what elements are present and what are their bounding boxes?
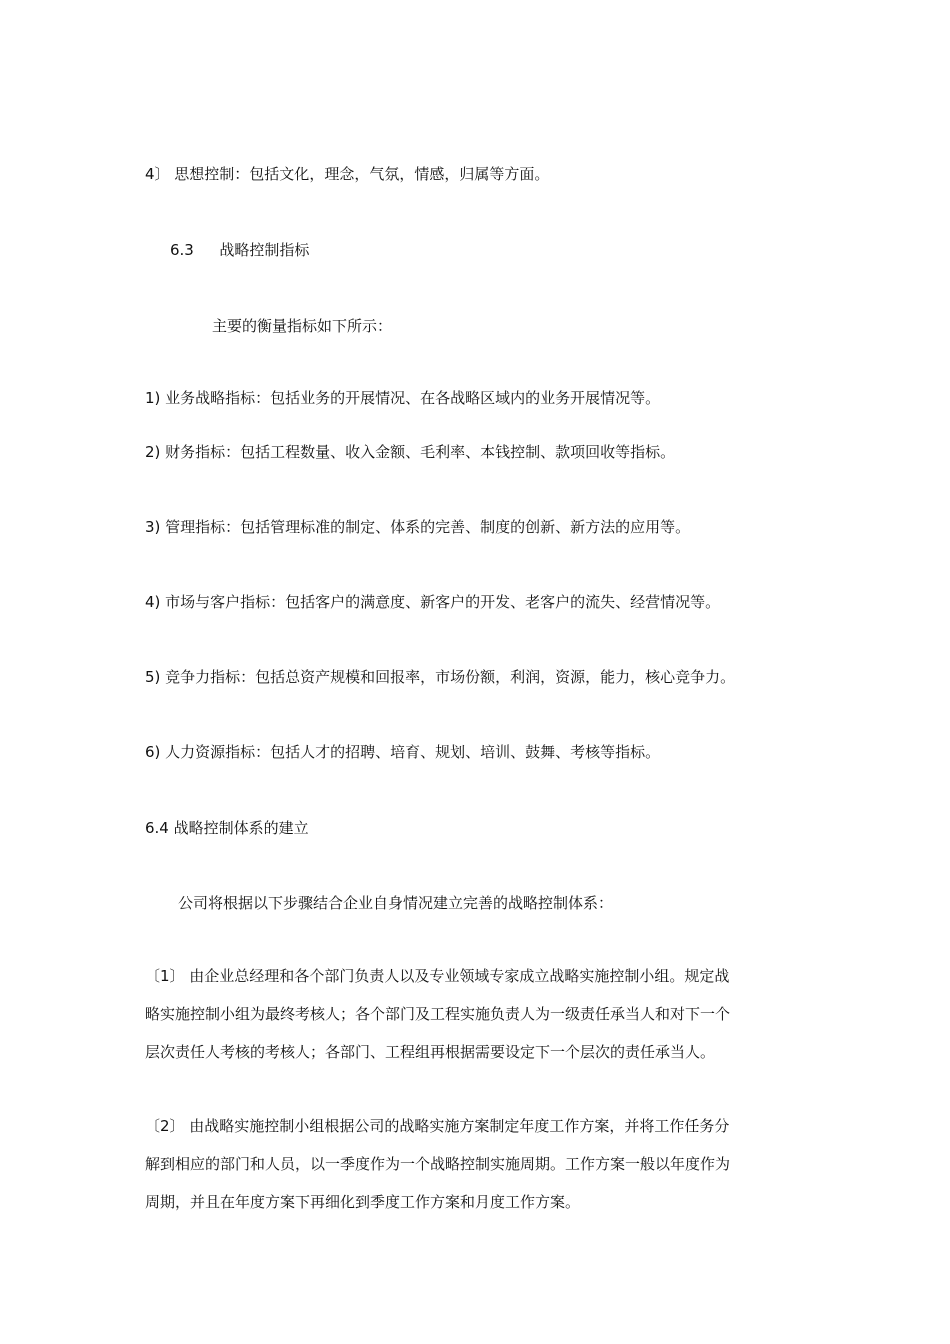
paragraph-line: 〔2〕 由战略实施控制小组根据公司的战略实施方案制定年度工作方案，并将工作任务分 [145,1117,730,1135]
paragraph-line: 解到相应的部门和人员，以一季度作为一个战略控制实施周期。工作方案一般以年度作为 [145,1155,731,1173]
paragraph-line: 略实施控制小组为最终考核人；各个部门及工程实施负责人为一级责任承当人和对下一个 [145,1005,731,1023]
indicator-item: 3) 管理指标：包括管理标准的制定、体系的完善、制度的创新、新方法的应用等。 [145,518,691,536]
indicator-item: 4) 市场与客户指标：包括客户的满意度、新客户的开发、老客户的流失、经营情况等。 [145,593,721,611]
paragraph-line: 层次责任人考核的考核人；各部门、工程组再根据需要设定下一个层次的责任承当人。 [145,1043,716,1061]
indicator-item: 1) 业务战略指标：包括业务的开展情况、在各战略区域内的业务开展情况等。 [145,389,661,407]
paragraph-line: 〔1〕 由企业总经理和各个部门负责人以及专业领域专家成立战略实施控制小组。规定战 [145,967,730,985]
indicator-item: 6) 人力资源指标：包括人才的招聘、培育、规划、培训、鼓舞、考核等指标。 [145,743,661,761]
section-6-3-number: 6.3 [170,241,194,259]
section-6-3-heading [170,240,309,260]
section-6-3-title: 战略控制指标 [219,241,310,259]
indicator-item: 5) 竞争力指标：包括总资产规模和回报率，市场份额，利润，资源，能力，核心竞争力。 [145,668,736,686]
paragraph-line: 周期，并且在年度方案下再细化到季度工作方案和月度工作方案。 [145,1193,581,1211]
indicator-item: 2) 财务指标：包括工程数量、收入金额、毛利率、本钱控制、款项回收等指标。 [145,443,676,461]
section-6-4-heading: 6.4 战略控制体系的建立 [145,819,309,837]
section-6-3-intro: 主要的衡量指标如下所示： [212,317,393,335]
control-item-4: 4〕 思想控制：包括文化，理念，气氛，情感，归属等方面。 [145,165,550,183]
section-6-4-intro: 公司将根据以下步骤结合企业自身情况建立完善的战略控制体系： [178,894,614,912]
